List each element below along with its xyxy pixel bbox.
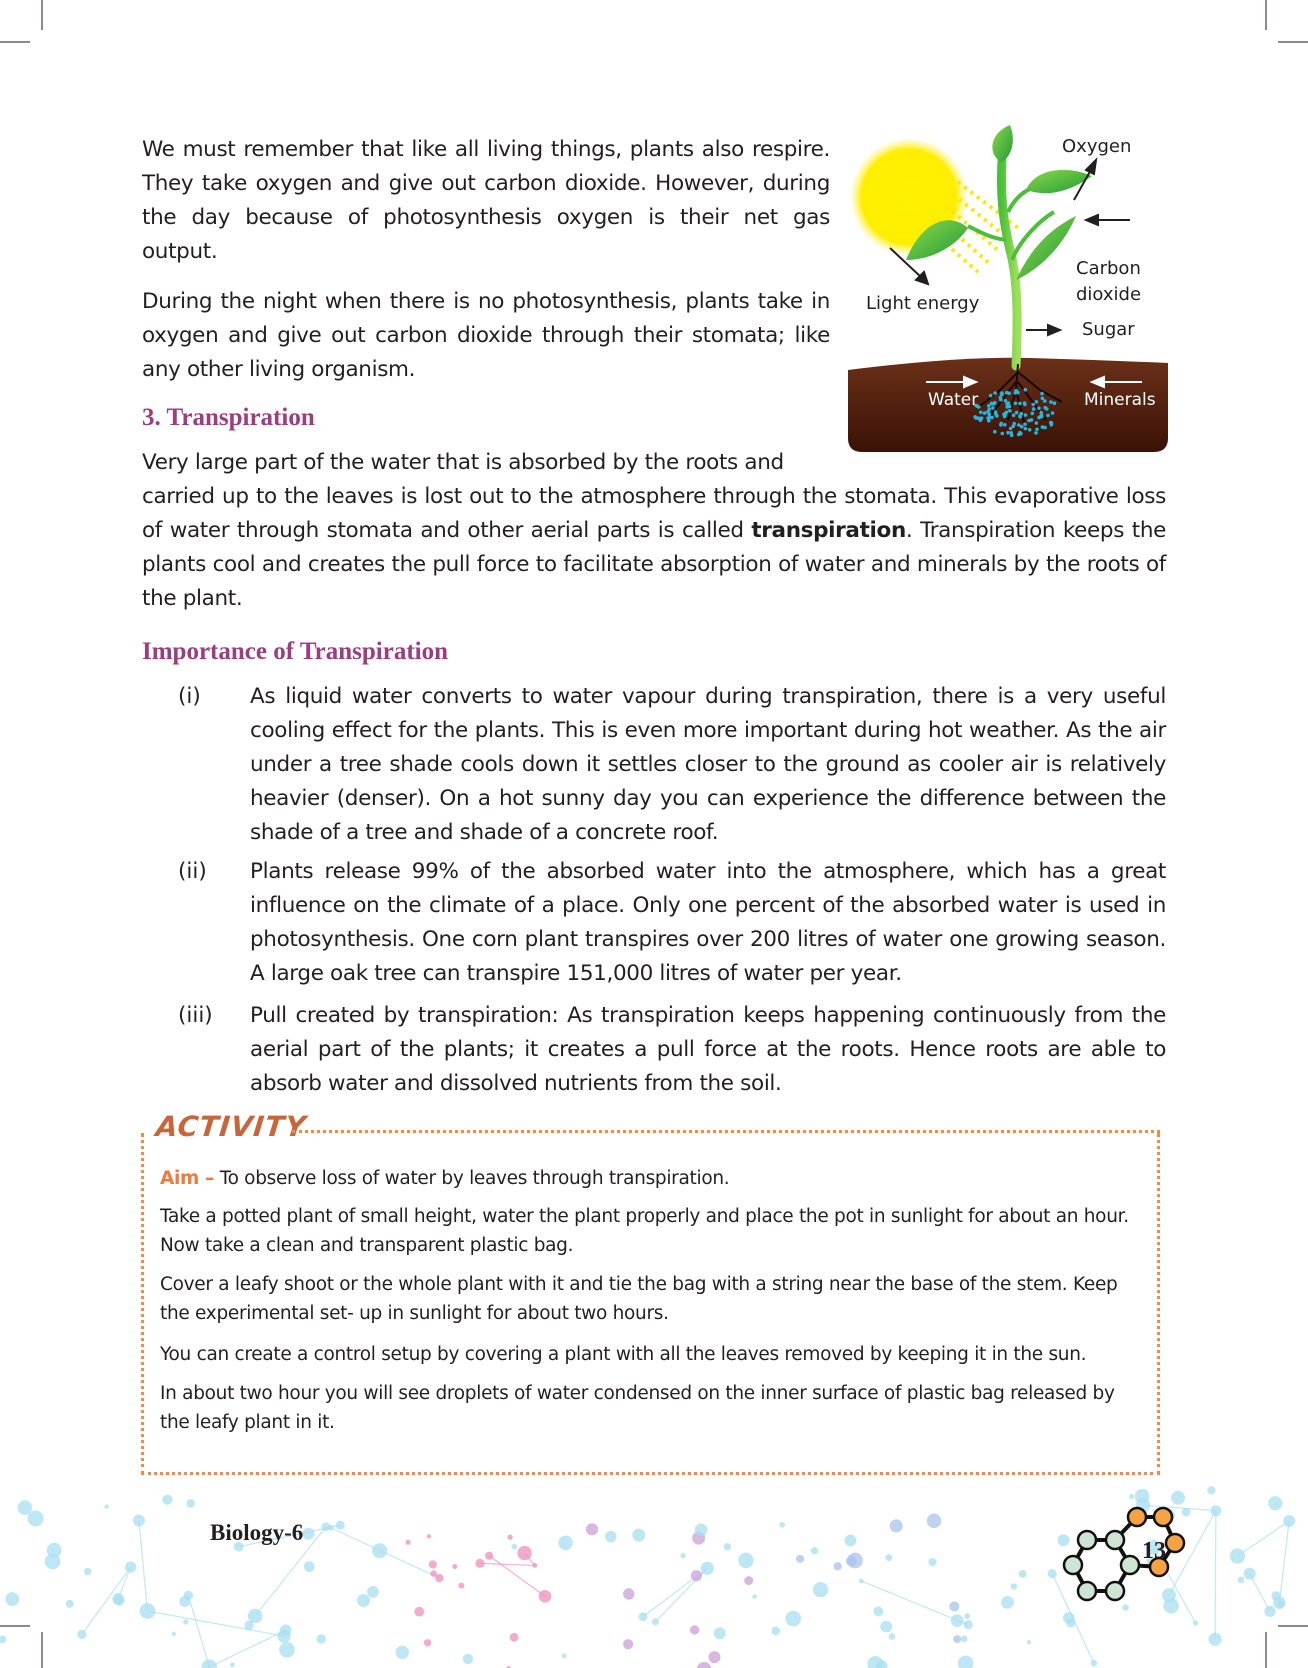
water-droplet xyxy=(993,391,997,395)
water-droplet xyxy=(1040,414,1044,418)
network-node xyxy=(949,1601,959,1611)
water-droplet xyxy=(1000,391,1004,395)
water-droplet xyxy=(983,411,987,415)
crop-mark-top-left-horizontal xyxy=(0,41,30,43)
label-sugar: Sugar xyxy=(1082,319,1135,340)
network-node xyxy=(5,1592,19,1606)
activity-step: Cover a leafy shoot or the whole plant with it and tie the bag with a string near the base of the stem. Keep the experimental set- up in sunlight for about two hours. xyxy=(160,1274,1118,1324)
network-node xyxy=(336,1521,345,1530)
network-node xyxy=(244,1621,253,1630)
network-node xyxy=(928,1558,936,1566)
network-node xyxy=(1011,1583,1017,1589)
network-node xyxy=(885,1554,892,1561)
network-node xyxy=(172,1632,176,1636)
network-node xyxy=(485,1552,493,1560)
network-node xyxy=(958,1655,974,1668)
network-node xyxy=(77,1630,86,1639)
network-node xyxy=(507,1535,512,1540)
network-node xyxy=(1238,1577,1245,1584)
network-node xyxy=(230,1662,235,1667)
network-node xyxy=(302,1528,314,1540)
network-node xyxy=(752,1594,757,1599)
network-node xyxy=(1027,1640,1031,1644)
atom-icon xyxy=(1154,1508,1172,1526)
label-oxygen: Oxygen xyxy=(1062,136,1132,157)
network-node xyxy=(724,1543,731,1550)
water-droplet xyxy=(1034,431,1038,435)
network-node xyxy=(18,1500,33,1515)
network-node xyxy=(162,1495,172,1505)
network-node xyxy=(133,1515,145,1527)
network-node xyxy=(779,1522,785,1528)
network-node xyxy=(427,1534,431,1538)
water-droplet xyxy=(1053,401,1057,405)
network-node xyxy=(45,1554,61,1570)
network-node xyxy=(1019,1570,1027,1578)
leaf-top xyxy=(992,125,1012,162)
network-node xyxy=(714,1627,726,1639)
network-bond xyxy=(139,1521,148,1611)
water-droplet xyxy=(991,406,995,410)
network-node xyxy=(701,1562,714,1575)
network-node xyxy=(277,1629,290,1642)
water-droplet xyxy=(1049,421,1053,425)
network-node xyxy=(304,1561,315,1572)
water-droplet xyxy=(1001,432,1005,436)
water-droplet xyxy=(979,411,983,415)
network-node xyxy=(316,1634,326,1644)
network-node xyxy=(367,1586,379,1598)
water-droplet xyxy=(1031,403,1035,407)
water-droplet xyxy=(1011,425,1015,429)
network-node xyxy=(1209,1633,1222,1646)
network-node xyxy=(874,1607,884,1617)
network-node xyxy=(951,1614,964,1627)
atom-icon xyxy=(1106,1531,1124,1549)
network-node xyxy=(623,1639,633,1649)
network-node xyxy=(744,1576,753,1585)
water-droplet xyxy=(1003,423,1007,427)
network-node xyxy=(1283,1515,1295,1527)
atom-icon xyxy=(1106,1582,1124,1600)
network-node xyxy=(586,1523,598,1535)
water-droplet xyxy=(1041,397,1045,401)
item-number: (ii) xyxy=(178,859,207,884)
activity-aim xyxy=(160,1164,1140,1193)
network-node xyxy=(511,1544,517,1550)
page-number-badge xyxy=(1055,1505,1235,1625)
network-node xyxy=(652,1618,659,1625)
network-node xyxy=(691,1570,702,1581)
crop-mark-top-right-vertical xyxy=(1265,0,1267,30)
network-node xyxy=(429,1560,437,1568)
network-node xyxy=(357,1594,370,1607)
water-droplet xyxy=(1014,402,1018,406)
network-node xyxy=(183,1619,188,1624)
label-minerals: Minerals xyxy=(1084,390,1156,410)
intro-paragraph-night: During the night when there is no photosynthesis, plants take in oxygen and give out carbon dioxide through their stomata; like any other living organism. xyxy=(142,289,830,382)
network-node xyxy=(771,1627,780,1636)
water-droplet xyxy=(1051,411,1055,415)
transpiration-text-before: carried up to the leaves is lost out to the atmosphere through the stomata. This evaporative loss of water through stomata and other aerial parts is called xyxy=(142,484,1166,543)
network-node xyxy=(690,1625,699,1634)
label-light-energy: Light energy xyxy=(866,293,980,314)
book-title: Biology-6 xyxy=(210,1520,304,1545)
water-droplet xyxy=(1020,412,1024,416)
transpiration-paragraph xyxy=(142,480,1166,616)
water-droplet xyxy=(989,394,993,398)
water-droplet xyxy=(1012,413,1016,417)
network-node xyxy=(1091,1660,1098,1667)
water-droplet xyxy=(1018,402,1022,406)
water-droplet xyxy=(1043,406,1047,410)
network-node xyxy=(66,1600,74,1608)
water-droplet xyxy=(1028,428,1032,432)
water-droplet xyxy=(1031,412,1035,416)
network-node xyxy=(558,1536,573,1551)
network-node xyxy=(859,1579,864,1584)
network-bond xyxy=(188,1595,209,1667)
water-droplet xyxy=(1024,388,1028,392)
activity-step: In about two hour you will see droplets of water condensed on the inner surface of plastic bag released by the leafy plant in it. xyxy=(160,1383,1115,1433)
network-node xyxy=(463,1654,473,1664)
water-droplet xyxy=(999,423,1003,427)
network-node xyxy=(125,1561,136,1572)
network-node xyxy=(964,1613,970,1619)
water-droplet xyxy=(1043,426,1047,430)
water-droplet xyxy=(1023,401,1027,405)
label-carbon: Carbon xyxy=(1076,258,1141,279)
network-node xyxy=(785,1611,801,1627)
network-node xyxy=(953,1635,961,1643)
network-node xyxy=(1273,1597,1285,1609)
water-droplet xyxy=(1035,421,1039,425)
aim-label: Aim – xyxy=(160,1168,215,1189)
water-droplet xyxy=(1004,399,1008,403)
atom-icon xyxy=(1064,1556,1082,1574)
water-droplet xyxy=(1008,409,1012,413)
network-node xyxy=(811,1547,818,1554)
network-node xyxy=(179,1596,190,1607)
sugar-arrow xyxy=(1026,325,1060,335)
network-node xyxy=(639,1612,648,1621)
network-node xyxy=(424,1639,431,1646)
network-node xyxy=(1264,1606,1275,1617)
network-node xyxy=(279,1642,295,1658)
network-node xyxy=(889,1633,896,1640)
network-node xyxy=(405,1540,410,1545)
activity-step: You can create a control setup by covering a plant with all the leaves removed by keeping it in the sun. xyxy=(160,1344,1087,1365)
intro-paragraph-respiration: We must remember that like all living things, plants also respire. They take oxygen and give out carbon dioxide. However, during the day because of photosynthesis oxygen is their net gas output. xyxy=(142,137,830,264)
network-node xyxy=(140,1603,156,1619)
network-node xyxy=(1207,1486,1215,1494)
network-node xyxy=(539,1590,552,1603)
item-number: (iii) xyxy=(178,1003,213,1028)
network-node xyxy=(964,1620,973,1629)
water-droplet xyxy=(1027,419,1031,423)
network-node xyxy=(632,1529,645,1542)
water-droplet xyxy=(973,415,977,419)
water-droplet xyxy=(990,416,994,420)
water-droplet xyxy=(1004,413,1008,417)
network-node xyxy=(844,1535,856,1547)
network-bond xyxy=(1279,1521,1289,1603)
item-number: (i) xyxy=(178,684,201,709)
network-node xyxy=(605,1531,617,1543)
atom-icon xyxy=(1166,1534,1184,1552)
carbon-dioxide-arrow xyxy=(1086,215,1130,225)
network-bond xyxy=(480,1563,535,1565)
network-node xyxy=(517,1546,531,1560)
water-droplet xyxy=(1006,431,1010,435)
network-node xyxy=(708,1651,720,1663)
water-droplet xyxy=(1035,400,1039,404)
water-droplet xyxy=(1015,411,1019,415)
network-node xyxy=(813,1582,828,1597)
network-node xyxy=(796,1555,804,1563)
water-droplet xyxy=(1010,434,1014,438)
leaf-right xyxy=(1016,216,1076,280)
water-droplet xyxy=(1040,392,1044,396)
water-droplet xyxy=(1007,391,1011,395)
network-node xyxy=(738,1553,753,1568)
water-droplet xyxy=(1035,428,1039,432)
activity-step: Take a potted plant of small height, water the plant properly and place the pot in sunlight for about an hour. Now take a clean and transparent plastic bag. xyxy=(160,1206,1129,1256)
network-node xyxy=(847,1553,863,1569)
crop-mark-top-right-horizontal xyxy=(1278,41,1308,43)
network-node xyxy=(1171,1491,1185,1505)
page-number: 13 xyxy=(1142,1538,1166,1564)
photosynthesis-diagram xyxy=(840,120,1180,460)
network-bond xyxy=(489,1556,545,1597)
network-bond xyxy=(1237,1521,1289,1556)
water-droplet xyxy=(1043,399,1047,403)
item-text: As liquid water converts to water vapour during transpiration, there is a very useful cooling effect for the plants. This is even more important during hot weather. As the air under a tree shade cools down it settles closer to the ground as cooler air is relatively heavier (denser). On a hot sunny day you can experience the difference between the shade of a tree and shade of a concrete roof. xyxy=(250,684,1166,845)
water-droplet xyxy=(1032,407,1036,411)
network-node xyxy=(458,1583,464,1589)
aim-text: To observe loss of water by leaves through transpiration. xyxy=(214,1168,730,1189)
water-droplet xyxy=(1014,389,1018,393)
transpiration-bold-term: transpiration xyxy=(751,518,906,543)
transpiration-text-after: . Transpiration keeps the plants cool and creates the pull force to facilitate absorption of water and minerals by the roots of the plant. xyxy=(142,518,1166,611)
water-droplet xyxy=(990,402,994,406)
atom-icon xyxy=(1128,1508,1146,1526)
water-droplet xyxy=(1018,431,1022,435)
label-water: Water xyxy=(928,390,979,410)
network-node xyxy=(475,1559,484,1568)
section-heading-importance: Importance of Transpiration xyxy=(142,638,449,665)
network-node xyxy=(104,1504,108,1508)
network-node xyxy=(890,1519,903,1532)
stem xyxy=(1001,160,1017,366)
network-node xyxy=(396,1646,409,1659)
water-droplet xyxy=(1024,427,1028,431)
atom-icon xyxy=(1078,1582,1096,1600)
network-node xyxy=(697,1662,712,1668)
network-node xyxy=(1268,1496,1282,1510)
water-droplet xyxy=(1024,413,1028,417)
water-droplet xyxy=(986,410,990,414)
atom-icon xyxy=(1121,1556,1139,1574)
network-node xyxy=(372,1543,387,1558)
water-droplet xyxy=(980,416,984,420)
network-node xyxy=(186,1499,195,1508)
network-node xyxy=(84,1568,92,1576)
atom-icon xyxy=(1078,1531,1096,1549)
network-node xyxy=(0,1636,6,1644)
activity-title: ACTIVITY xyxy=(154,1110,309,1143)
network-node xyxy=(114,1595,125,1606)
crop-mark-top-left-vertical xyxy=(41,0,43,30)
network-node xyxy=(1244,1568,1256,1580)
leaf-upper-right xyxy=(1026,170,1092,193)
water-droplet xyxy=(1049,400,1053,404)
water-droplet xyxy=(1023,422,1027,426)
network-node xyxy=(28,1510,44,1526)
network-bond xyxy=(147,1611,284,1636)
network-node xyxy=(322,1522,331,1531)
network-node xyxy=(623,1588,634,1599)
network-node xyxy=(927,1514,942,1529)
water-droplet xyxy=(999,398,1003,402)
network-node xyxy=(867,1656,883,1668)
transpiration-para-line1: Very large part of the water that is absorbed by the roots and xyxy=(142,450,784,475)
network-node xyxy=(430,1570,437,1577)
item-text: Plants release 99% of the absorbed water into the atmosphere, which has a great influence on the climate of a place. Only one percent of the absorbed water is used in photosynthesis. One corn plant transpires over 200 litres of water one growing season. A large oak tree can transpire 151,000 litres of water per year. xyxy=(250,859,1166,986)
network-node xyxy=(961,1635,968,1642)
water-droplet xyxy=(987,404,991,408)
network-bond xyxy=(1250,1574,1270,1612)
network-node xyxy=(510,1633,519,1642)
network-node xyxy=(695,1523,708,1536)
network-node xyxy=(681,1553,686,1558)
network-node xyxy=(880,1621,892,1633)
network-bond xyxy=(209,1630,285,1667)
water-droplet xyxy=(993,401,997,405)
network-node xyxy=(1135,1489,1150,1504)
section-heading-transpiration: 3. Transpiration xyxy=(142,404,315,431)
network-node xyxy=(1129,1494,1134,1499)
water-droplet xyxy=(994,412,998,416)
network-node xyxy=(562,1653,567,1658)
water-droplet xyxy=(993,430,997,434)
network-node xyxy=(1001,1596,1014,1609)
label-dioxide: dioxide xyxy=(1076,284,1142,305)
network-node xyxy=(414,1607,424,1617)
network-node xyxy=(202,1659,217,1668)
water-droplet xyxy=(1017,423,1021,427)
water-droplet xyxy=(1037,406,1041,410)
network-node xyxy=(834,1562,842,1570)
network-node xyxy=(532,1563,537,1568)
network-node xyxy=(452,1564,457,1569)
water-droplet xyxy=(1007,401,1011,405)
water-droplet xyxy=(1046,414,1050,418)
item-text: Pull created by transpiration: As transpiration keeps happening continuously from the aerial part of the plants; it creates a pull force at the roots. Hence roots are able to absorb water and dissolved nutrients from the soil. xyxy=(250,1003,1166,1096)
